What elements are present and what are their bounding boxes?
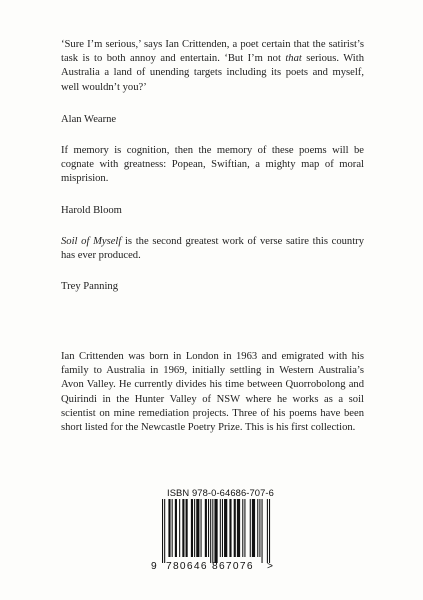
quote-3: [61, 235, 364, 263]
barcode-bar: [179, 499, 180, 557]
barcode-digits-left: 780646: [166, 561, 208, 572]
barcode-bar: [208, 499, 209, 557]
isbn-barcode: [149, 485, 280, 578]
quote-1: [61, 38, 364, 95]
quote-2: [61, 144, 364, 187]
barcode-bar: [244, 499, 245, 557]
barcode-bar: [168, 499, 170, 557]
barcode-bar: [205, 499, 207, 557]
barcode-bar: [257, 499, 258, 557]
barcode-bar: [212, 499, 213, 563]
barcode-bar: [267, 499, 268, 563]
quote-author: Harold Bloom: [61, 205, 122, 216]
quote-author: Trey Panning: [61, 281, 118, 292]
isbn-label: ISBN 978-0-64686-707-6: [167, 487, 274, 498]
barcode-bar: [242, 499, 243, 557]
quote-1-author: [61, 113, 364, 127]
quote-3-text: Soil of Myself is the second greatest work of verse satire this country has ever produced.: [61, 236, 364, 262]
barcode-bar: [175, 499, 177, 557]
barcode-bar: [234, 499, 236, 557]
barcode-bar: [201, 499, 202, 557]
barcode-bar: [162, 499, 163, 563]
barcode-bar: [196, 499, 199, 557]
barcode-bar: [164, 499, 165, 563]
barcode-bar: [220, 499, 221, 557]
barcode-bar: [194, 499, 195, 557]
barcode-digit-first: 9: [151, 561, 157, 572]
barcode-bar: [229, 499, 231, 557]
barcode-bar: [172, 499, 173, 557]
quote-1-text: ‘Sure I’m serious,’ says Ian Crittenden, a poet certain that the satirist’s task is to both annoy and entertain. ‘But I’m not that serious. With Australia a land of unending targets including its poets and myself, well wouldn’t you?’: [61, 39, 364, 93]
barcode-bar: [186, 499, 188, 557]
barcode-bar: [214, 499, 217, 563]
quote-2-text: If memory is cognition, then the memory of these poems will be cognate with greatness: Popean, Swiftian, a mighty map of moral misprision.: [61, 145, 364, 185]
barcode-bar: [182, 499, 184, 557]
author-bio: [61, 350, 364, 435]
quote-2-author: [61, 204, 364, 218]
barcode-bar: [237, 499, 240, 557]
barcode-digits-right: 867076: [212, 561, 254, 572]
barcode-bar: [259, 499, 260, 557]
barcode-bar: [224, 499, 227, 557]
barcode-bar: [210, 499, 211, 563]
quote-author: Alan Wearne: [61, 114, 117, 125]
barcode-bar: [252, 499, 255, 557]
barcode-bar: [222, 499, 223, 557]
barcode-arrow: >: [267, 561, 273, 572]
barcode-bar: [250, 499, 251, 557]
quote-3-author: [61, 280, 364, 294]
barcode-bar: [191, 499, 193, 557]
author-bio-text: Ian Crittenden was born in London in 1963 and emigrated with his family to Australia in 1969, initially settling in Western Australia’s Avon Valley. He currently divides his time between Quorrobolong and Quirindi in the Hunter Valley of NSW where he works as a soil scientist on mine remediation projects. Three of his poems have been short listed for the Newcastle Poetry Prize. This is his first collection.: [61, 351, 364, 434]
barcode-bar: [262, 499, 263, 563]
barcode-bar: [269, 499, 270, 563]
book-title: Soil of Myself: [61, 236, 122, 247]
barcode-bars: [149, 485, 280, 565]
barcode-digits: [149, 561, 280, 575]
